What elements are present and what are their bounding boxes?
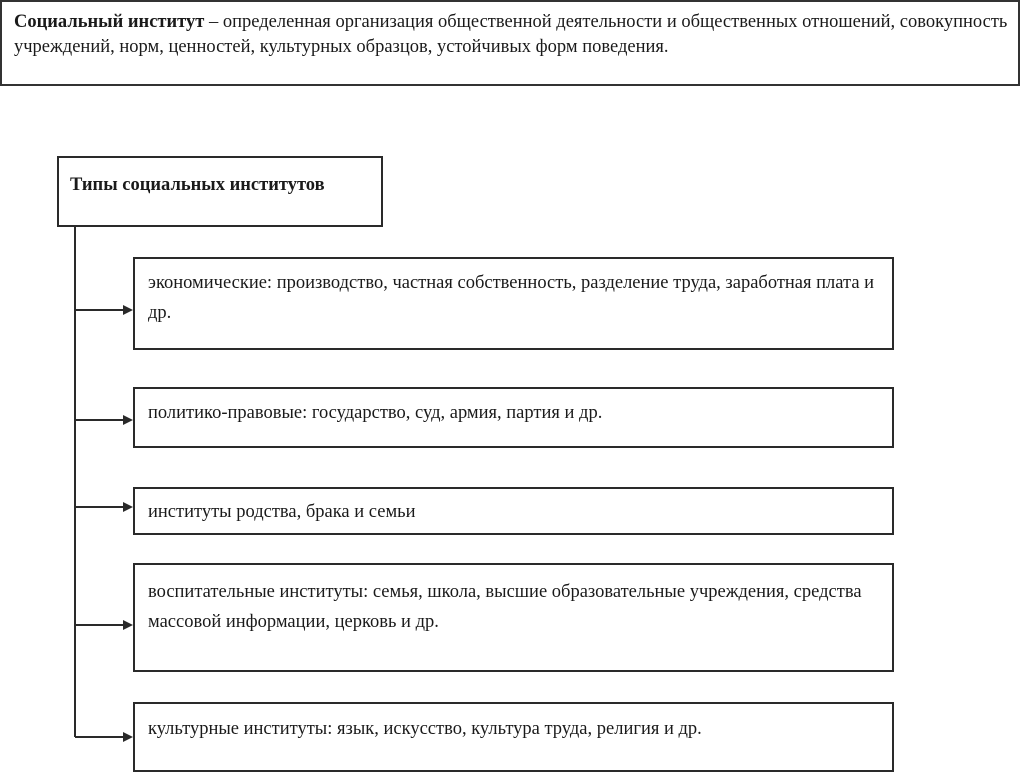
connector-arrow — [75, 304, 133, 316]
definition-term: Социальный институт — [14, 12, 205, 32]
type-box-text: политико-правовые: государство, суд, армия, партия и др. — [148, 403, 603, 423]
type-box-text: институты родства, брака и семьи — [148, 502, 416, 522]
connector-arrow — [75, 731, 133, 743]
types-header-title: Типы социальных институтов — [70, 175, 325, 195]
connector-arrow — [75, 414, 133, 426]
types-header-box — [57, 156, 383, 227]
definition-text: – определенная организация общественной деятельности и общественных отношений, совокупность учреждений, норм, ценностей, культурных образцов, устойчивых форм поведения. — [14, 12, 1008, 57]
type-box-text: воспитательные институты: семья, школа, высшие образовательные учреждения, средства массовой информации, церковь и др. — [148, 582, 862, 632]
type-box-education — [133, 563, 894, 672]
connector-arrow — [75, 619, 133, 631]
type-box-economic — [133, 257, 894, 350]
type-box-text: культурные институты: язык, искусство, культура труда, религия и др. — [148, 719, 702, 739]
type-box-culture — [133, 702, 894, 772]
type-box-political — [133, 387, 894, 448]
type-box-family — [133, 487, 894, 535]
type-box-text: экономические: производство, частная собственность, разделение труда, заработная плата и др. — [148, 273, 875, 323]
definition-box — [0, 0, 1020, 86]
connector-arrow — [75, 501, 133, 513]
